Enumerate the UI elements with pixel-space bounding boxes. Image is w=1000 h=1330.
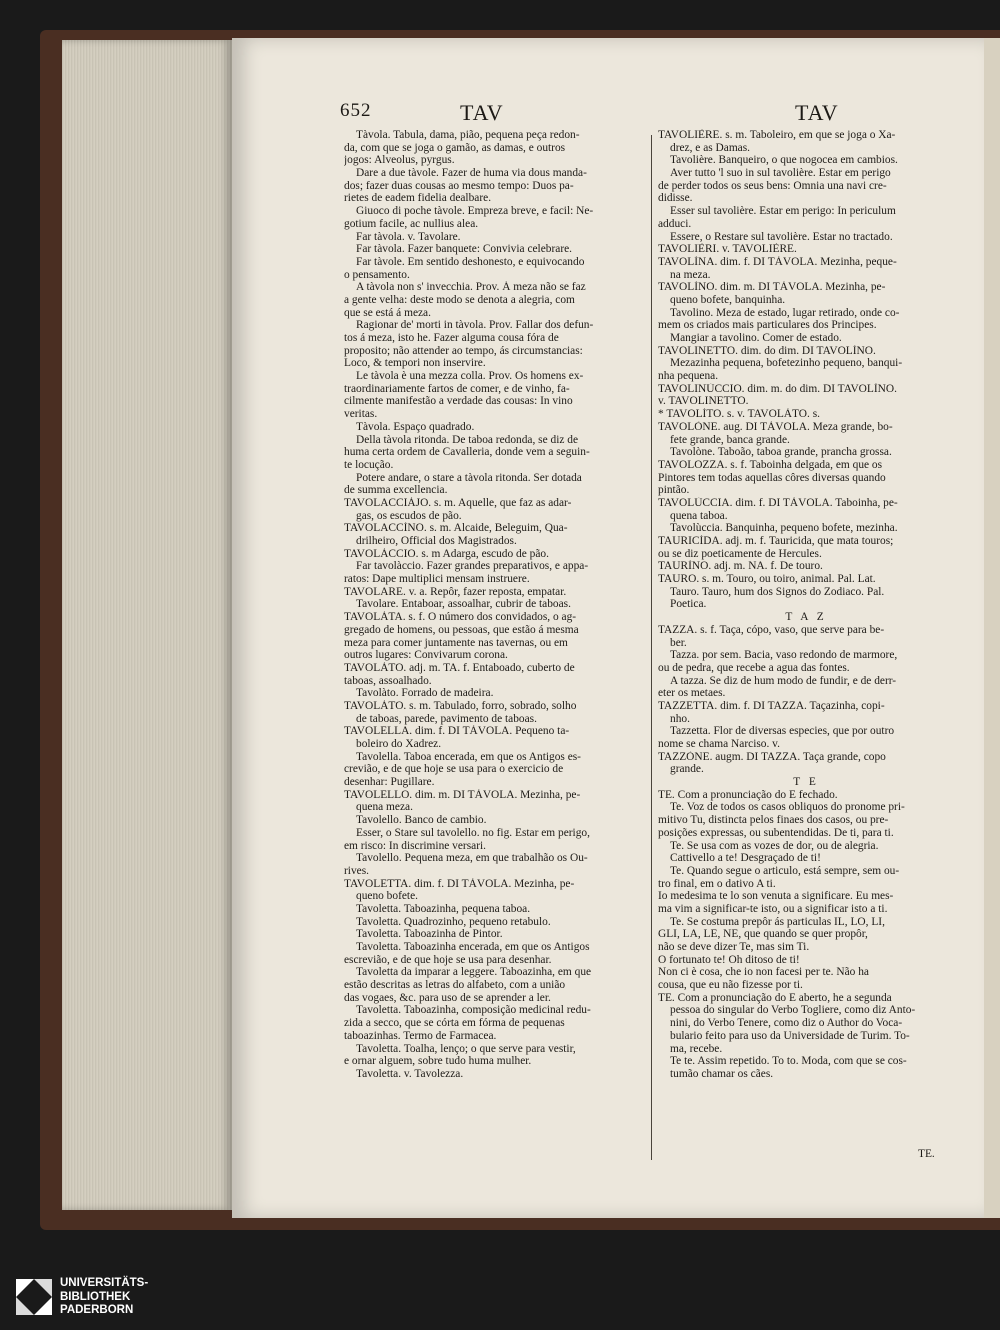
text-line: grande. bbox=[670, 763, 704, 776]
text-line: tos á meza, isto he. Fazer alguma cousa fóra de bbox=[344, 332, 559, 344]
text-line: taboas, assoalhado. bbox=[344, 674, 432, 687]
text-line: Tavoletta. Toalha, lenço; o que serve para vestir, bbox=[356, 1042, 576, 1055]
text-line: Loco, & tempori non inservire. bbox=[344, 357, 486, 370]
page-edge-right bbox=[984, 38, 1000, 1218]
text-line: Tauro. Tauro, hum dos Signos do Zodiaco. Pal. bbox=[670, 585, 885, 598]
text-line: Far tavolàccio. Fazer grandes preparativos, e appa- bbox=[356, 560, 589, 573]
text-line: na meza. bbox=[670, 268, 711, 281]
text-line: TAVOLÀTO. adj. m. TA. f. Entaboado, cuberto de bbox=[344, 661, 575, 674]
text-line: Tavolòne. Taboão, taboa grande, prancha grossa. bbox=[670, 446, 892, 459]
text-line: de taboas, parede, pavimento de taboas. bbox=[356, 712, 537, 725]
text-line: pessoa do singular do Verbo Togliere, como diz Anto- bbox=[670, 1004, 916, 1017]
text-line: ou de pedra, que recebe a agua das fontes. bbox=[658, 661, 850, 674]
text-line: desenhar: Pugillare. bbox=[344, 776, 435, 789]
text-line: TAVOLINETTO. dim. do dim. DI TAVOLÌNO. bbox=[658, 344, 876, 357]
text-line: TAURÌNO. adj. m. NA. f. De touro. bbox=[658, 560, 823, 573]
text-line: Cattivello a te! Desgraçado de ti! bbox=[670, 852, 821, 865]
text-line: Te. Voz de todos os casos obliquos do pronome pri- bbox=[670, 801, 905, 814]
text-line: proposito; não attender ao tempo, ás circumstancias: bbox=[344, 344, 583, 357]
text-line: Aver tutto 'l suo in sul tavolière. Estar em perigo bbox=[670, 167, 891, 180]
section-heading: T A Z bbox=[785, 611, 827, 624]
text-line: em risco: In discrimine versari. bbox=[344, 839, 487, 852]
text-line: escrevião, e de que hoje se usa para desenhar. bbox=[344, 953, 552, 966]
text-line: queno bofete, banquinha. bbox=[670, 293, 786, 306]
text-line: TAVOLÒNE. aug. DI TÀVOLA. Meza grande, bo- bbox=[658, 420, 893, 433]
text-line: taboazinhas. Termo de Farmacea. bbox=[344, 1029, 497, 1042]
text-line: Tavoletta. Taboazinha encerada, em que os Antigos bbox=[356, 941, 590, 953]
text-line: ma, recebe. bbox=[670, 1042, 723, 1055]
library-logo-text bbox=[60, 1277, 148, 1318]
text-line: v. TAVOLINETTO. bbox=[658, 395, 749, 408]
text-line: te locução. bbox=[344, 458, 394, 471]
text-line: O fortunato te! Oh ditoso de ti! bbox=[658, 953, 800, 966]
text-line: veritas. bbox=[344, 408, 378, 421]
text-line: da, com que se joga o gamão, as damas, e outros bbox=[344, 141, 566, 154]
text-line: nome se chama Narciso. v. bbox=[658, 738, 780, 750]
logo-line: PADERBORN bbox=[60, 1304, 134, 1316]
text-line: gotium facile, ac nullius alea. bbox=[344, 217, 479, 230]
text-line: traordinariamente fartos de comer, e de vinho, fa- bbox=[344, 382, 570, 395]
text-line: ma vim a significar-te isto, ou a significar isto a ti. bbox=[658, 902, 888, 915]
text-line: ou se diz poeticamente de Hercules. bbox=[658, 547, 822, 560]
catchword: TE. bbox=[918, 1148, 935, 1160]
text-line: gregado de homens, ou pessoas, que estão á mesma bbox=[344, 623, 579, 636]
text-line: zida a secco, que se córta em fórma de pequenas bbox=[344, 1017, 565, 1030]
text-line: TAVOLOZZA. s. f. Taboinha delgada, em que os bbox=[658, 458, 883, 471]
text-line: TAVOLINÙCCIO. dim. m. do dim. DI TAVOLÌNO. bbox=[658, 382, 897, 395]
section-heading: T E bbox=[793, 776, 819, 789]
text-line: Potere andare, o stare a tàvola ritonda. Ser dotada bbox=[356, 471, 582, 484]
text-line: Giuoco di poche tàvole. Empreza breve, e facil: Ne- bbox=[356, 205, 594, 218]
text-line: TAURICÌDA. adj. m. f. Tauricida, que mata touros; bbox=[658, 535, 894, 547]
text-line: Te. Se costuma prepôr ás particulas IL, LO, LI, bbox=[670, 915, 885, 928]
logo-line: UNIVERSITÄTS- bbox=[60, 1277, 149, 1289]
text-line: quena taboa. bbox=[670, 509, 728, 522]
text-line: Esser, o Stare sul tavolello. no fig. Estar em perigo, bbox=[356, 826, 590, 839]
text-line: Tavoletta. v. Tavolezza. bbox=[356, 1067, 464, 1080]
text-line: Della tàvola ritonda. De taboa redonda, se diz de bbox=[356, 433, 579, 446]
text-line: Mangiar a tavolino. Comer de estado. bbox=[670, 332, 842, 344]
text-line: Esser sul tavolière. Estar em perigo: In periculum bbox=[670, 205, 896, 218]
text-line: huma certa ordem de Cavalleria, donde vem a seguin- bbox=[344, 446, 590, 459]
text-line: Tazzetta. Flor de diversas especies, que por outro bbox=[670, 725, 895, 738]
text-line: Dare a due tàvole. Fazer de huma via dous manda- bbox=[356, 167, 587, 180]
text-line: TAVOLÀTO. s. m. Tabulado, forro, sobrado, solho bbox=[344, 699, 577, 712]
text-line: Tavolàto. Forrado de madeira. bbox=[356, 687, 494, 700]
text-line: Tavolello. Pequena meza, em que trabalhão os Ou- bbox=[356, 852, 588, 865]
text-line: TAVOLÙCCIA. dim. f. DI TÀVOLA. Taboinha, pe- bbox=[658, 496, 898, 509]
text-line: Mezazinha pequena, bofetezinho pequeno, banqui- bbox=[670, 357, 903, 370]
text-line: Tavolello. Banco de cambio. bbox=[356, 814, 487, 827]
page-edges bbox=[62, 40, 232, 1210]
text-line: Non ci è cosa, che io non facesi per te. Não ha bbox=[658, 966, 869, 979]
text-line: de summa excellencia. bbox=[344, 484, 448, 497]
text-line: TAVOLÌNO. dim. m. DI TÀVOLA. Mezinha, pe- bbox=[658, 281, 886, 294]
text-line: TAZZÒNE. augm. DI TAZZA. Taça grande, copo bbox=[658, 750, 886, 763]
text-line: queno bofete. bbox=[356, 890, 418, 903]
text-line: outros lugares: Convivarum corona. bbox=[344, 649, 508, 662]
text-line: nho. bbox=[670, 712, 690, 725]
text-line: ratos: Dape multiplici mensam instruere. bbox=[344, 573, 530, 586]
text-line: Tavoletta. Taboazinha, pequena taboa. bbox=[356, 902, 531, 915]
text-line: Le tàvola è una mezza colla. Prov. Os homens ex- bbox=[356, 370, 584, 383]
text-line: Tàvola. Espaço quadrado. bbox=[356, 420, 475, 433]
left-column bbox=[344, 129, 646, 1081]
text-line: fete grande, banca grande. bbox=[670, 433, 790, 446]
text-line: Tavoletta. Taboazinha, composição medicinal redu- bbox=[356, 1004, 591, 1017]
text-line: Far tàvola. Fazer banquete: Convivia celebrare. bbox=[356, 243, 573, 256]
text-line: mem os criados mais particulares dos Principes. bbox=[658, 319, 877, 332]
text-line: tro final, em o dativo A ti. bbox=[658, 877, 776, 890]
text-line: TAVOLETTA. dim. f. DI TÀVOLA. Mezinha, pe- bbox=[344, 877, 575, 890]
text-line: Te. Se usa com as vozes de dor, ou de alegria. bbox=[670, 839, 879, 852]
logo-line: BIBLIOTHEK bbox=[60, 1290, 131, 1303]
right-column bbox=[658, 129, 954, 1081]
text-line: TAVOLELLA. dim. f. DI TÀVOLA. Pequeno ta- bbox=[344, 725, 570, 738]
text-line: e ornar alguem, sobre tudo huma mulher. bbox=[344, 1055, 532, 1068]
text-line: TAVOLACCIÀJO. s. m. Aquelle, que faz as adar- bbox=[344, 496, 572, 509]
text-line: GLI, LA, LE, NE, que quando se quer propôr, bbox=[658, 928, 868, 941]
text-line: posições expressas, ou subentendidas. De ti, para ti. bbox=[658, 826, 894, 839]
text-line: adduci. bbox=[658, 217, 692, 230]
running-header-left: TAV bbox=[460, 100, 504, 125]
running-header-right: TAV bbox=[795, 100, 839, 125]
text-line: Te te. Assim repetido. To to. Moda, com que se cos- bbox=[670, 1055, 907, 1068]
text-line: Ragionar de' morti in tàvola. Prov. Fallar dos defun- bbox=[356, 319, 594, 332]
text-line: Tavolella. Taboa encerada, em que os Antigos es- bbox=[356, 750, 581, 763]
text-line: Poetica. bbox=[670, 598, 707, 611]
library-logo-icon bbox=[14, 1277, 54, 1317]
text-line: dos; fazer duas cousas ao mesmo tempo: Duos pa- bbox=[344, 179, 574, 192]
text-line: TAZZA. s. f. Taça, cópo, vaso, que serve para be- bbox=[658, 623, 885, 636]
text-line: TAVOLARE. v. a. Repôr, fazer reposta, empatar. bbox=[344, 585, 567, 598]
text-line: de perder todos os seus bens: Omnia una navi cre- bbox=[658, 179, 887, 192]
text-line: cilmente manifestão a verdade das cousas: In vino bbox=[344, 395, 573, 408]
text-line: Tazza. por sem. Bacia, vaso redondo de marmore, bbox=[670, 649, 898, 662]
text-line: rietes de eadem fidelia dealbare. bbox=[344, 192, 492, 205]
text-line: TE. Com a pronunciação do E aberto, he a segunda bbox=[658, 991, 892, 1004]
text-line: eter os metaes. bbox=[658, 687, 726, 700]
text-line: Tavoletta da imparar a leggere. Taboazinha, em que bbox=[356, 966, 592, 979]
text-line: Tavolière. Banqueiro, o que nogocea em cambios. bbox=[670, 154, 898, 167]
text-line: Tàvola. Tabula, dama, pião, pequena peça redon- bbox=[356, 129, 580, 141]
text-line: das vogaes, &c. para uso de se aprender a ler. bbox=[344, 991, 551, 1004]
text-line: Tavolùccia. Banquinha, pequeno bofete, mezinha. bbox=[670, 522, 898, 535]
text-line: tumão chamar os cães. bbox=[670, 1067, 774, 1080]
text-line: Far tàvola. v. Tavolare. bbox=[356, 230, 461, 243]
text-line: boleiro do Xadrez. bbox=[356, 738, 442, 750]
text-line: TAVOLÀCCIO. s. m Adarga, escudo de pão. bbox=[344, 547, 549, 560]
text-line: Essere, o Restare sul tavolière. Estar no tractado. bbox=[670, 230, 893, 243]
text-line: o pensamento. bbox=[344, 268, 410, 281]
text-line: TAVOLIÈRI. v. TAVOLIÈRE. bbox=[658, 243, 797, 256]
text-line: gas, os escudos de pão. bbox=[356, 509, 462, 522]
text-line: TE. Com a pronunciação do E fechado. bbox=[658, 788, 838, 801]
text-line: Tavolino. Meza de estado, lugar retirado, onde co- bbox=[670, 306, 900, 319]
text-line: Te. Quando segue o articulo, está sempre, sem ou- bbox=[670, 864, 900, 877]
text-line: Pintores tem todas aquellas côres diversas quando bbox=[658, 471, 886, 484]
text-line: pintão. bbox=[658, 484, 690, 497]
text-line: A tàvola non s' invecchia. Prov. Á meza não se faz bbox=[356, 281, 586, 294]
column-divider bbox=[651, 135, 652, 1160]
text-line: A tazza. Se diz de hum modo de fundir, e de derr- bbox=[670, 674, 897, 687]
text-line: estão descritas as letras do alfabeto, com a união bbox=[344, 979, 566, 992]
text-line: Tavoletta. Taboazinha de Pintor. bbox=[356, 928, 503, 941]
text-line: TAZZETTA. dim. f. DI TAZZA. Taçazinha, copi- bbox=[658, 699, 885, 712]
text-line: Tavoletta. Quadrozinho, pequeno retabulo. bbox=[356, 915, 551, 928]
text-line: quena meza. bbox=[356, 801, 413, 814]
text-line: Far tàvole. Em sentido deshonesto, e equivocando bbox=[356, 255, 585, 268]
text-line: TAVOLELLO. dim. m. DI TÀVOLA. Mezinha, pe- bbox=[344, 788, 581, 801]
text-line: TAURO. s. m. Touro, ou toiro, animal. Pal. Lat. bbox=[658, 573, 876, 586]
text-line: nha pequena. bbox=[658, 370, 719, 383]
text-line: meza para comer juntamente nas tavernas, ou em bbox=[344, 636, 568, 649]
text-line: jogos: Alveolus, pyrgus. bbox=[344, 154, 455, 167]
text-line: não se deve dizer Te, mas sim Ti. bbox=[658, 941, 810, 953]
text-line: crevião, e de que hoje se usa para o exercicio de bbox=[344, 763, 564, 776]
text-line: que se está á meza. bbox=[344, 306, 431, 319]
text-line: a gente velha: deste modo se denota a alegria, com bbox=[344, 293, 575, 306]
text-line: TAVOLACCÌNO. s. m. Alcaide, Beleguim, Qua- bbox=[344, 522, 568, 535]
text-line: cousa, que eu não fizesse por ti. bbox=[658, 979, 803, 992]
text-line: bulario feito para uso da Universidade de Turim. To- bbox=[670, 1029, 910, 1042]
text-line: TAVOLIÈRE. s. m. Taboleiro, em que se joga o Xa- bbox=[658, 129, 896, 141]
text-line: TAVOLÀTA. s. f. O número dos convidados, o ag- bbox=[344, 611, 577, 624]
page-number: 652 bbox=[340, 100, 372, 121]
text-line: ber. bbox=[670, 636, 687, 649]
text-line: drez, e as Damas. bbox=[670, 141, 751, 154]
text-line: mitivo Tu, distincta pelos finaes dos casos, ou pre- bbox=[658, 814, 889, 827]
text-line: TAVOLÌNA. dim. f. DI TÀVOLA. Mezinha, peque- bbox=[658, 255, 897, 268]
text-line: drilheiro, Official dos Magistrados. bbox=[356, 535, 517, 547]
text-line: Tavolare. Entaboar, assoalhar, cubrir de taboas. bbox=[356, 598, 571, 611]
text-line: didisse. bbox=[658, 192, 693, 205]
text-line: rives. bbox=[344, 864, 369, 877]
text-line: Io medesima te lo son venuta a significare. Eu mes- bbox=[658, 890, 894, 903]
text-line: nini, do Verbo Tenere, como diz o Author do Voca- bbox=[670, 1017, 903, 1030]
text-line: * TAVOLÌTO. s. v. TAVOLÀTO. s. bbox=[658, 408, 820, 421]
